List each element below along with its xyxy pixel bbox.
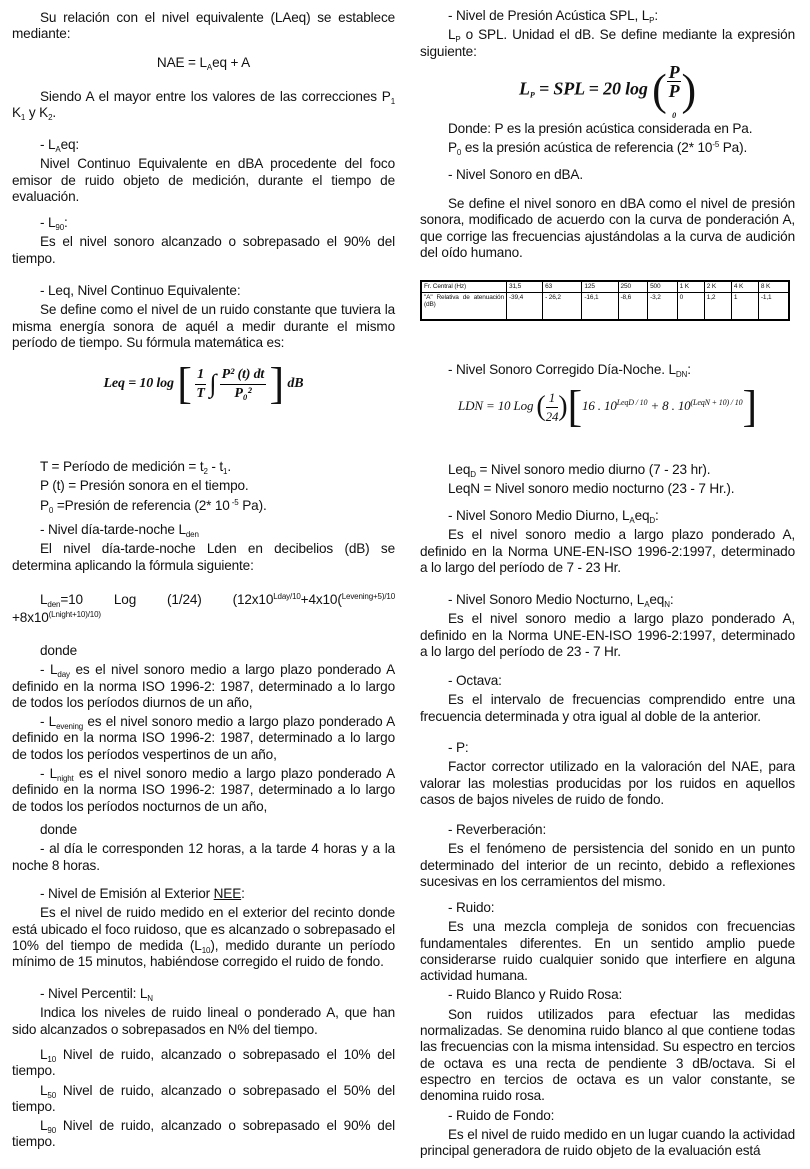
- donde: donde: [40, 822, 78, 837]
- heading-ruido-fondo: - Ruido de Fondo:: [448, 1107, 555, 1123]
- paragraph: Donde: P es la presión acústica considerada en Pa.: [448, 120, 753, 136]
- heading-ruido: - Ruido:: [448, 900, 495, 915]
- list-item: $L_{50}$ Nivel de ruido, alcanzado o sobrepasado el 50% del tiempo.: [12, 1082, 395, 1114]
- table-cell: -3,2: [648, 292, 678, 320]
- list-item: - $L_{night}$ es el nivel sonoro medio a largo plazo ponderado A definido en la norma ISO 1996-2: 1987, determinado a lo largo de todos los períodos nocturnos de un año,: [12, 766, 395, 814]
- table-cell: 500: [648, 281, 678, 292]
- list-item: - $L_{day}$ es el nivel sonoro medio a largo plazo ponderado A definido en la norma ISO 1996-2: 1987, determinado a lo largo de todos los períodos diurnos de un año,: [12, 662, 395, 710]
- paragraph: Se define el nivel sonoro en dBA como el nivel de presión sonora, modificado de acuerdo con la curva de ponderación A, que corrige las frecuencias ajustándolas a la curva de audición del oído humano.: [420, 196, 795, 260]
- paragraph: Leq$_D$ = Nivel sonoro medio diurno (7 - 23 hr).: [448, 462, 711, 479]
- table-cell: -39,4: [507, 292, 543, 320]
- table-cell: 2 K: [704, 281, 731, 292]
- list-item: $L_{10}$ Nivel de ruido, alcanzado o sobrepasado el 10% del tiempo.: [12, 1047, 395, 1079]
- spl-formula: $L_P$ = SPL = 20 log ( P P $_0$ ): [519, 61, 696, 120]
- table-row: [421, 281, 789, 292]
- heading-octava: - Octava:: [448, 673, 502, 688]
- paragraph: $P_0$ es la presión acústica de referencia (2* $10^{-5}$ Pa).: [448, 140, 748, 158]
- paragraph: Es el fenómeno de persistencia del sonido en un punto determinado del interior de un recinto, debido a reflexiones sucesivas en los cerramientos del mismo.: [420, 841, 795, 889]
- lden-formula: $L_{den}=10$ Log (1/24) ($12x10^{Lday/10}+4x10(^{Levening+5)/10} +8x10^{(Lnight+10)/10)}$: [12, 592, 395, 625]
- heading-l90: - $L_{90}$:: [40, 215, 68, 232]
- ldn-formula: LDN = 10 Log ( $\frac{1}{24}$ )[16 . $10^{LeqD / 10} + 8$ . $10^{(LeqN + 10) / 10}$]: [458, 382, 757, 431]
- paragraph: Indica los niveles de ruido lineal o ponderado A, que han sido alcanzados o sobrepasados en N% del tiempo.: [12, 1005, 395, 1037]
- table-cell: 1 K: [677, 281, 704, 292]
- paragraph: Es una mezcla compleja de sonidos con frecuencias fundamentales diferentes. En un sentido amplio puede considerarse ruido cualquier sonido que interfiere en alguna actividad humana.: [420, 919, 795, 984]
- heading-ruido-blanco: - Ruido Blanco y Ruido Rosa:: [448, 987, 623, 1003]
- paragraph: Son ruidos utilizados para efectuar las medidas normalizadas. Se denomina ruido blanco al que contiene todas las frecuencias con la misma intensidad. Su espectro en tercios de octava es una recta de pendiente 3 dB/octava. Si el espectro en tercios de octava es un valor constante, se denomina ruido rosa.: [420, 1006, 795, 1104]
- table-cell: 63: [543, 281, 582, 292]
- table-cell: 1: [731, 292, 758, 320]
- paragraph: - al día le corresponden 12 horas, a la tarde 4 horas y a la noche 8 horas.: [12, 841, 395, 873]
- heading-nocturno: - Nivel Sonoro Medio Nocturno, $L_Aeq_N$:: [448, 592, 674, 609]
- donde: donde: [40, 643, 78, 658]
- heading-nee: - Nivel de Emisión al Exterior NEE:: [40, 886, 245, 901]
- table-cell: - 26,2: [543, 292, 582, 320]
- table-cell: 8 K: [758, 281, 789, 292]
- paragraph: Es el nivel sonoro medio a largo plazo ponderado A, definido en la Norma UNE-EN-ISO 1996-2:1997, determinado a lo largo del período de 7 - 23 Hr.: [420, 527, 795, 575]
- table-cell: -1,1: [758, 292, 789, 320]
- paragraph: Es el nivel de ruido medido en el exterior del recinto donde está ubicado el foco ruidoso, que es alcanzado o sobrepasado el 10% del tiempo de medida $(L_{10})$, medido durante un período mínimo de 15 minutos, habiéndose corregido el ruido de fondo.: [12, 905, 395, 970]
- nae-formula: NAE = $L_Aeq + A$: [156, 55, 251, 72]
- table-cell: "A" Relativa de atenuación (dB): [421, 292, 507, 320]
- paragraph: Es el nivel sonoro medio a largo plazo ponderado A, definido en la Norma UNE-EN-ISO 1996-2:1997, determinado a lo largo del período de 23 - 7 Hr.: [420, 611, 795, 659]
- paragraph: Siendo A el mayor entre los valores de las correcciones $P_1$ $K_1$ y $K_2$.: [12, 89, 395, 123]
- paragraph: Se define como el nivel de un ruido constante que tuviera la misma energía sonora de aquél a medir durante el mismo período de tiempo. Su fórmula matemática es:: [12, 302, 395, 350]
- def-p0: $P_0$ =Presión de referencia (2* 10 $^{-5}$ Pa).: [40, 497, 267, 515]
- table-cell: 1,2: [704, 292, 731, 320]
- paragraph: $L_P$ o SPL. Unidad el dB. Se define mediante la expresión siguiente:: [420, 27, 795, 59]
- heading-dba: - Nivel Sonoro en dBA.: [448, 167, 583, 182]
- def-t: T = Período de medición = $t_2 - t_1$.: [40, 459, 231, 476]
- list-item: $L_{90}$ Nivel de ruido, alcanzado o sobrepasado el 90% del tiempo.: [12, 1118, 395, 1150]
- leq-formula: Leq = 10 log [ $\frac{1}{T}$ ∫ $\frac{\text{P² (t) dt}}{\text{P₀²}}$ ] dB: [103, 359, 304, 408]
- table-cell: 31,5: [507, 281, 543, 292]
- list-item: - $L_{evening}$ es el nivel sonoro medio a largo plazo ponderado A definido en la norma ISO 1996-2: 1987, determinado a lo largo de todos los períodos vespertinos de un año,: [12, 714, 395, 762]
- heading-p: - P:: [448, 740, 469, 755]
- paragraph: Nivel Continuo Equivalente en dBA procedente del foco emisor de ruido objeto de medición, durante el tiempo de evaluación.: [12, 156, 395, 204]
- paragraph: El nivel día-tarde-noche Lden en decibelios (dB) se determina aplicando la fórmula siguiente:: [12, 541, 395, 573]
- table-cell: 125: [582, 281, 618, 292]
- paragraph: Factor corrector utilizado en la valoración del NAE, para valorar las molestias producidas por los ruidos en aquellos casos de bajos niveles de ruido de fondo.: [420, 759, 795, 807]
- paragraph: Es el nivel de ruido medido en un lugar cuando la actividad principal generadora de ruido objeto de la evaluación está: [420, 1126, 795, 1159]
- table-cell: 250: [618, 281, 648, 292]
- attenuation-table: [420, 280, 790, 321]
- heading-percentil: - Nivel Percentil: $L_N$: [40, 986, 153, 1003]
- heading-reverberacion: - Reverberación:: [448, 822, 547, 837]
- heading-spl: - Nivel de Presión Acústica SPL, $L_P$:: [448, 8, 658, 25]
- table-cell: -8,6: [618, 292, 648, 320]
- paragraph: Es el nivel sonoro alcanzado o sobrepasado el 90% del tiempo.: [12, 234, 395, 266]
- paragraph: LeqN = Nivel sonoro medio nocturno (23 - 7 Hr.).: [448, 481, 735, 497]
- table-cell: -16,1: [582, 292, 618, 320]
- paragraph: Es el intervalo de frecuencias comprendido entre una frecuencia determinada y otra igual al doble de la anterior.: [420, 692, 795, 724]
- table-cell: 4 K: [731, 281, 758, 292]
- table-cell: Fr. Central (Hz): [421, 281, 507, 292]
- table-cell: 0: [677, 292, 704, 320]
- heading-lden: - Nivel día-tarde-noche $L_{den}$: [40, 522, 199, 539]
- table-row: [421, 292, 789, 320]
- heading-leq: - Leq, Nivel Continuo Equivalente:: [40, 283, 241, 298]
- heading-ldn: - Nivel Sonoro Corregido Día-Noche. $L_{DN}$:: [448, 362, 691, 379]
- heading-diurno: - Nivel Sonoro Medio Diurno, $L_Aeq_D$:: [448, 508, 659, 525]
- heading-laeq: - $L_Aeq$:: [40, 137, 80, 154]
- def-p: P (t) = Presión sonora en el tiempo.: [40, 478, 249, 494]
- paragraph: Su relación con el nivel equivalente (LAeq) se establece mediante:: [12, 10, 395, 42]
